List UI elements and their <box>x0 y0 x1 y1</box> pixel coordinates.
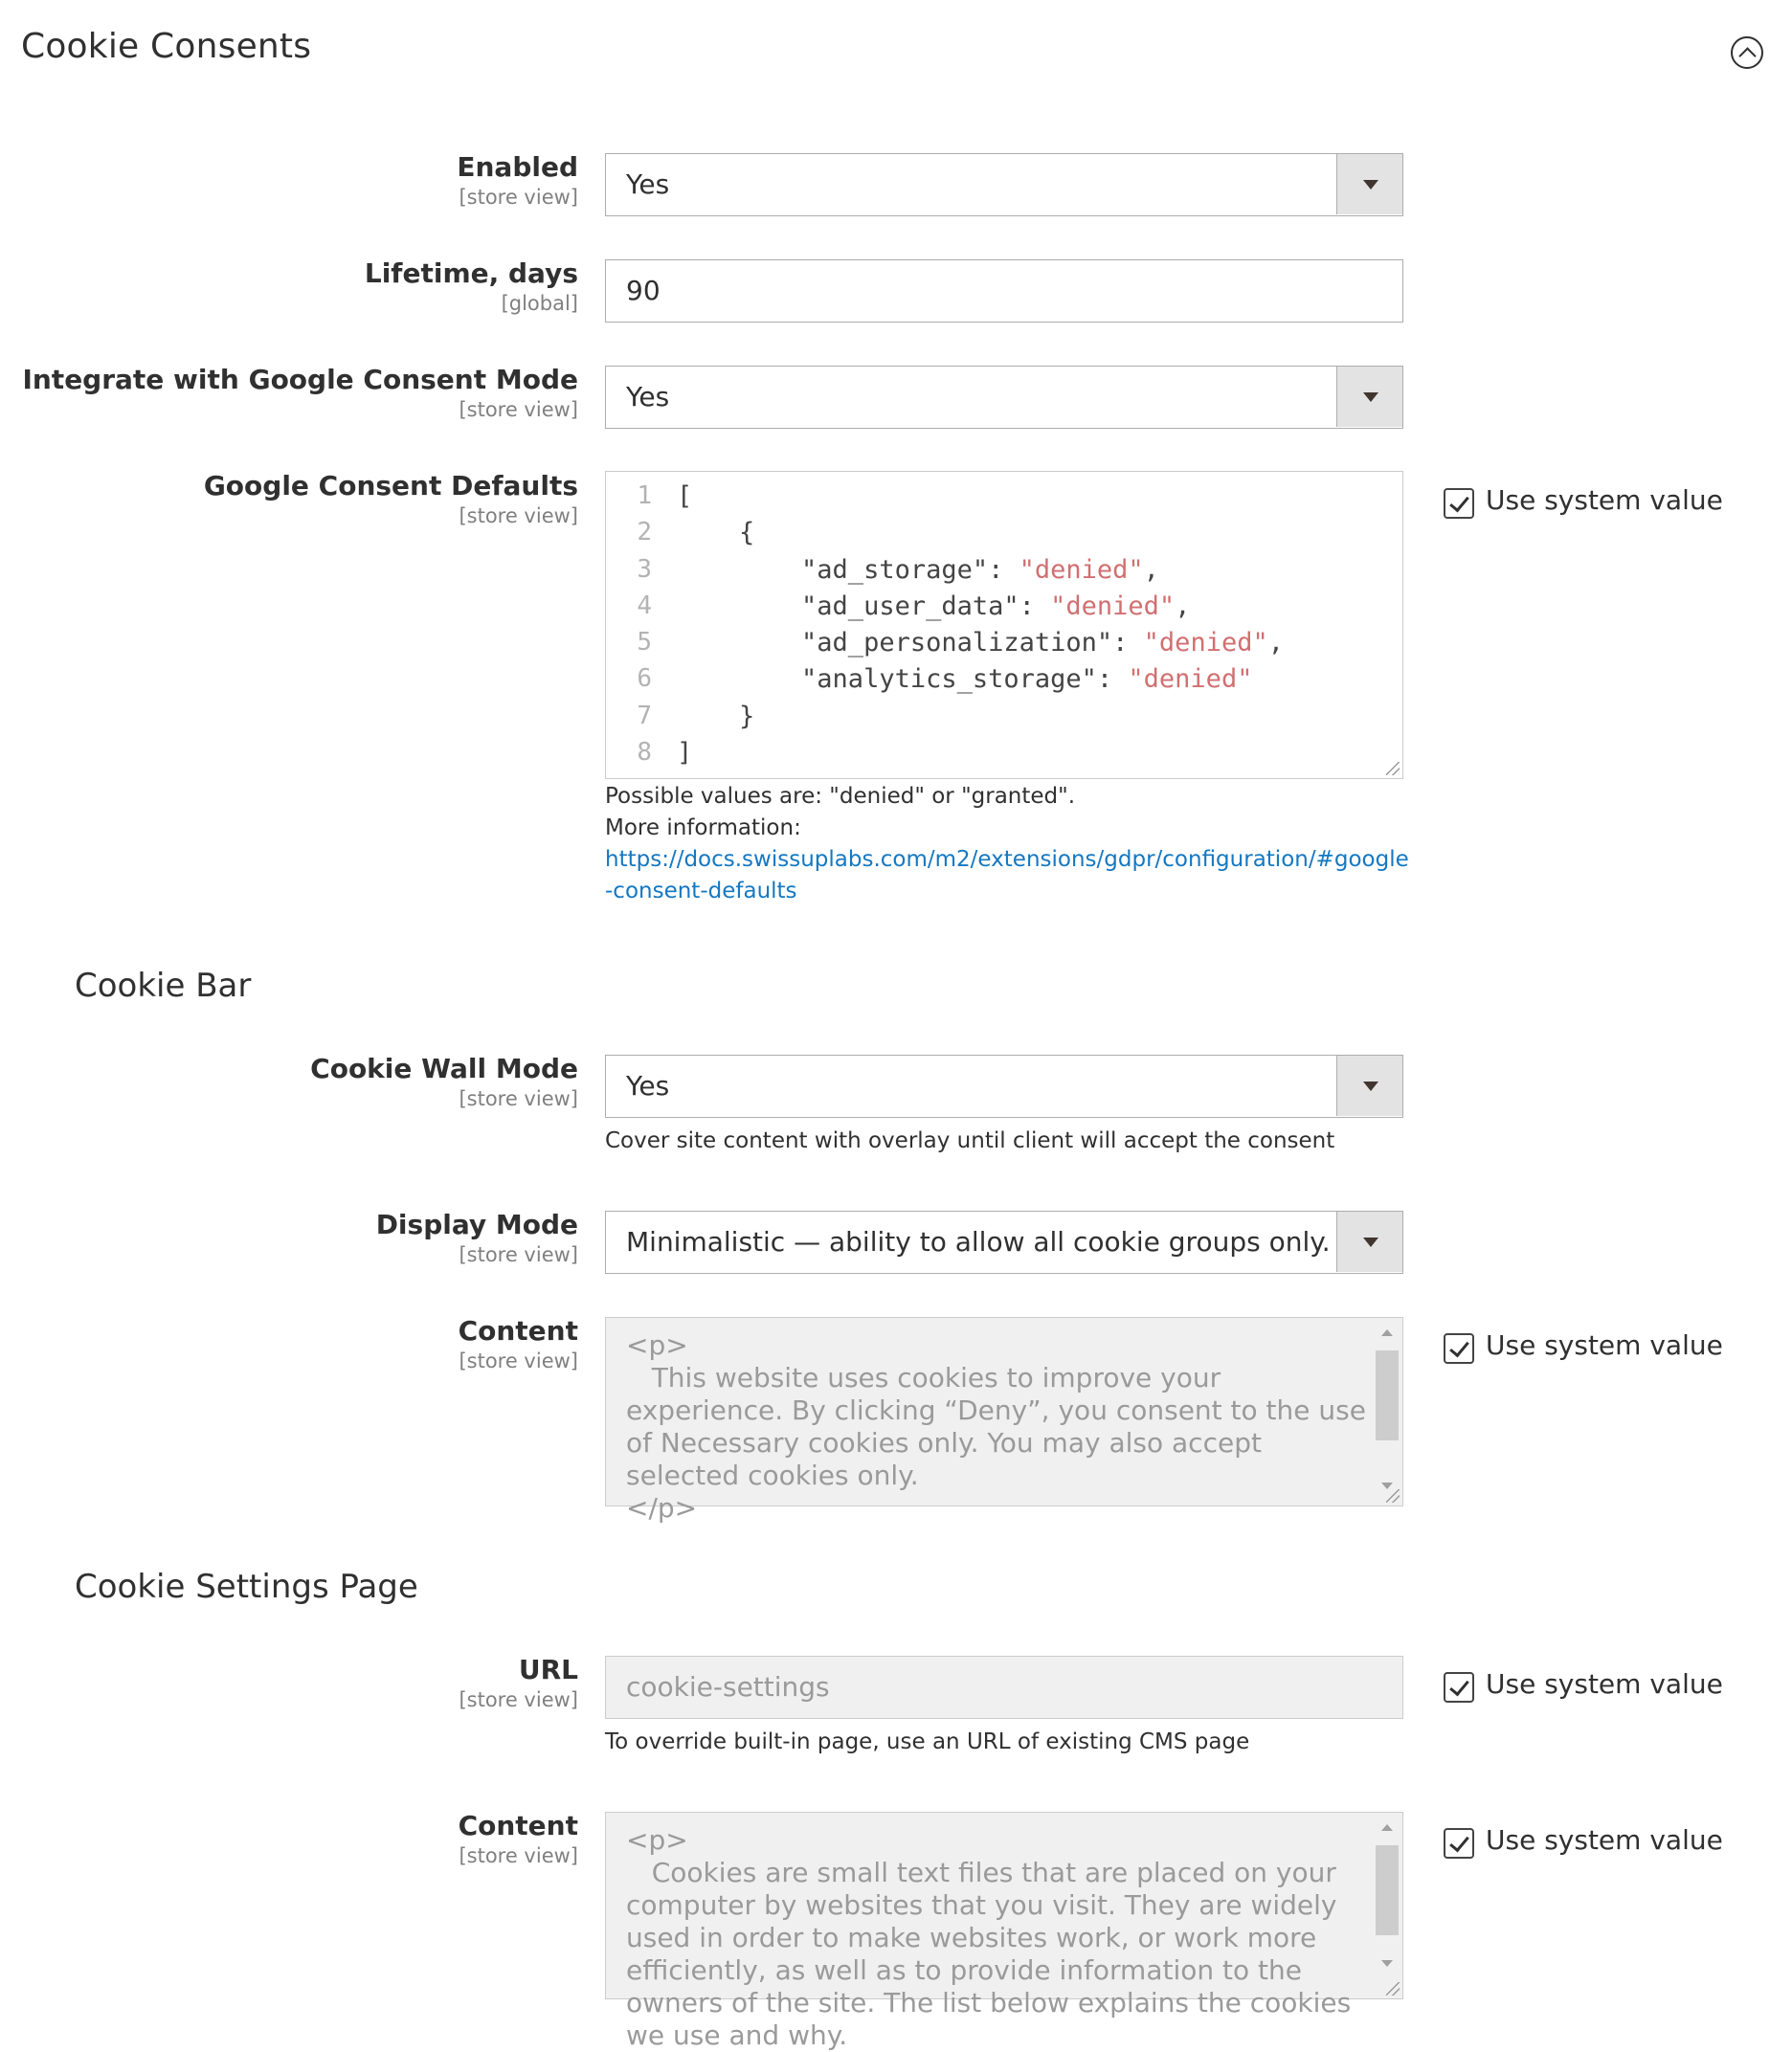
lifetime-input[interactable] <box>605 259 1403 323</box>
scroll-up-icon[interactable] <box>1381 1824 1393 1831</box>
line-number: 1 <box>637 481 652 510</box>
code-line: } <box>677 702 755 731</box>
field-label-lifetime <box>365 257 578 317</box>
gcd-note <box>605 781 1409 907</box>
field-scope: [store view] <box>459 398 578 421</box>
field-name: Integrate with Google Consent Mode <box>22 364 578 395</box>
textarea-text: <p> This website uses cookies to improve your experience. By clicking “Deny”, you consent to the use of Necessary cookies only. You may also accept selected cookies only. </p> <box>626 1329 1366 1524</box>
scroll-up-icon[interactable] <box>1381 1329 1393 1336</box>
field-label-url <box>459 1654 578 1713</box>
json-key: "ad_personalization": <box>677 628 1144 658</box>
line-number: 3 <box>637 555 652 584</box>
group-title-cookie-settings-page: Cookie Settings Page <box>75 1568 418 1606</box>
scrollbar[interactable] <box>1374 1818 1399 1995</box>
code-line: ] <box>677 738 693 768</box>
line-number: 8 <box>637 738 652 767</box>
field-scope: [global] <box>501 292 578 315</box>
select-value: Yes <box>626 1070 670 1102</box>
input-placeholder: cookie-settings <box>626 1671 830 1703</box>
json-string: "denied" <box>1050 591 1176 621</box>
json-comma: , <box>1143 555 1159 585</box>
field-label-gcd <box>204 470 578 529</box>
field-label-cookie-wall <box>310 1053 578 1112</box>
url-note: To override built-in page, use an URL of existing CMS page <box>605 1729 1250 1754</box>
scroll-down-icon[interactable] <box>1381 1960 1393 1967</box>
field-name: Display Mode <box>375 1209 578 1240</box>
json-string: "denied" <box>1019 555 1144 585</box>
chevron-down-icon <box>1336 154 1402 214</box>
checkbox-label: Use system value <box>1486 1329 1723 1361</box>
cookie-wall-note: Cover site content with overlay until client will accept the consent <box>605 1128 1335 1153</box>
checkbox-label: Use system value <box>1486 484 1723 516</box>
select-value: Minimalistic — ability to allow all cookie groups only. <box>626 1226 1331 1258</box>
google-consent-mode-select[interactable] <box>605 366 1403 429</box>
checkbox-label: Use system value <box>1486 1668 1723 1700</box>
json-comma: , <box>1267 628 1284 658</box>
collapse-icon[interactable] <box>1731 36 1763 69</box>
display-mode-select[interactable] <box>605 1211 1403 1274</box>
resize-handle-icon[interactable] <box>1386 762 1400 775</box>
enabled-select[interactable] <box>605 153 1403 216</box>
field-label-gcm <box>22 364 578 423</box>
select-value: Yes <box>626 381 670 413</box>
line-number: 4 <box>637 591 652 620</box>
cookie-bar-content-textarea[interactable] <box>605 1317 1403 1524</box>
docs-link[interactable]: https://docs.swissuplabs.com/m2/extensions/gdpr/configuration/#google-consent-defaults <box>605 847 1409 903</box>
input-value: 90 <box>626 275 661 306</box>
json-key: "ad_user_data": <box>677 591 1051 621</box>
json-key: "ad_storage": <box>677 555 1019 585</box>
field-scope: [store view] <box>459 1688 578 1711</box>
google-consent-defaults-editor[interactable] <box>605 471 1403 779</box>
field-scope: [store view] <box>459 1349 578 1372</box>
cookie-settings-content-textarea[interactable] <box>605 1812 1403 2051</box>
field-name: Content <box>458 1810 578 1841</box>
scrollbar[interactable] <box>1374 1324 1399 1502</box>
resize-handle-icon[interactable] <box>1386 1982 1400 1996</box>
line-number: 6 <box>637 664 652 693</box>
note-line: Possible values are: "denied" or "granted". <box>605 784 1076 809</box>
line-number: 7 <box>637 702 652 730</box>
checkbox-checked-icon[interactable] <box>1444 1828 1474 1859</box>
scrollbar-thumb[interactable] <box>1376 1350 1399 1440</box>
checkbox-checked-icon[interactable] <box>1444 1672 1474 1703</box>
field-name: URL <box>518 1654 578 1685</box>
field-name: Cookie Wall Mode <box>310 1053 578 1084</box>
chevron-down-icon <box>1336 367 1402 427</box>
chevron-down-icon <box>1336 1212 1402 1272</box>
field-name: Google Consent Defaults <box>203 470 578 502</box>
scroll-down-icon[interactable] <box>1381 1483 1393 1489</box>
code-line: { <box>677 518 755 547</box>
json-comma: , <box>1175 591 1191 621</box>
code-line <box>677 664 1252 694</box>
code-line <box>677 591 1190 621</box>
json-string: "denied" <box>1143 628 1268 658</box>
json-key: "analytics_storage": <box>677 664 1129 694</box>
field-scope: [store view] <box>459 1087 578 1110</box>
json-string: "denied" <box>1128 664 1253 694</box>
line-number: 2 <box>637 518 652 546</box>
field-label-enabled <box>457 151 578 211</box>
code-line <box>677 555 1159 585</box>
checkbox-checked-icon[interactable] <box>1444 1333 1474 1364</box>
url-input[interactable] <box>605 1656 1403 1719</box>
select-value: Yes <box>626 168 670 200</box>
field-name: Lifetime, days <box>364 257 578 289</box>
textarea-text: <p> Cookies are small text files that are placed on your computer by websites that you visit. They are widely used in order to make websites work, or work more efficiently, as well as to provide information to the owners of the site. The list below explains the cookies we use and why. <box>626 1824 1352 2051</box>
code-line <box>677 628 1284 658</box>
line-number: 5 <box>637 628 652 657</box>
section-title: Cookie Consents <box>21 27 312 66</box>
group-title-cookie-bar: Cookie Bar <box>75 967 252 1005</box>
field-scope: [store view] <box>459 1243 578 1266</box>
field-scope: [store view] <box>459 1844 578 1867</box>
field-label-page-content <box>459 1810 578 1869</box>
line-number-gutter <box>606 472 661 778</box>
field-name: Content <box>458 1315 578 1347</box>
note-line: More information: <box>605 815 801 840</box>
chevron-down-icon <box>1336 1056 1402 1116</box>
field-label-display-mode <box>376 1209 578 1268</box>
code-line: [ <box>677 481 693 511</box>
checkbox-label: Use system value <box>1486 1824 1723 1856</box>
checkbox-checked-icon[interactable] <box>1444 488 1474 519</box>
resize-handle-icon[interactable] <box>1386 1489 1400 1503</box>
scrollbar-thumb[interactable] <box>1376 1845 1399 1935</box>
cookie-wall-mode-select[interactable] <box>605 1055 1403 1118</box>
field-scope: [store view] <box>459 504 578 527</box>
field-label-bar-content <box>459 1315 578 1374</box>
field-scope: [store view] <box>459 186 578 209</box>
field-name: Enabled <box>457 151 578 183</box>
